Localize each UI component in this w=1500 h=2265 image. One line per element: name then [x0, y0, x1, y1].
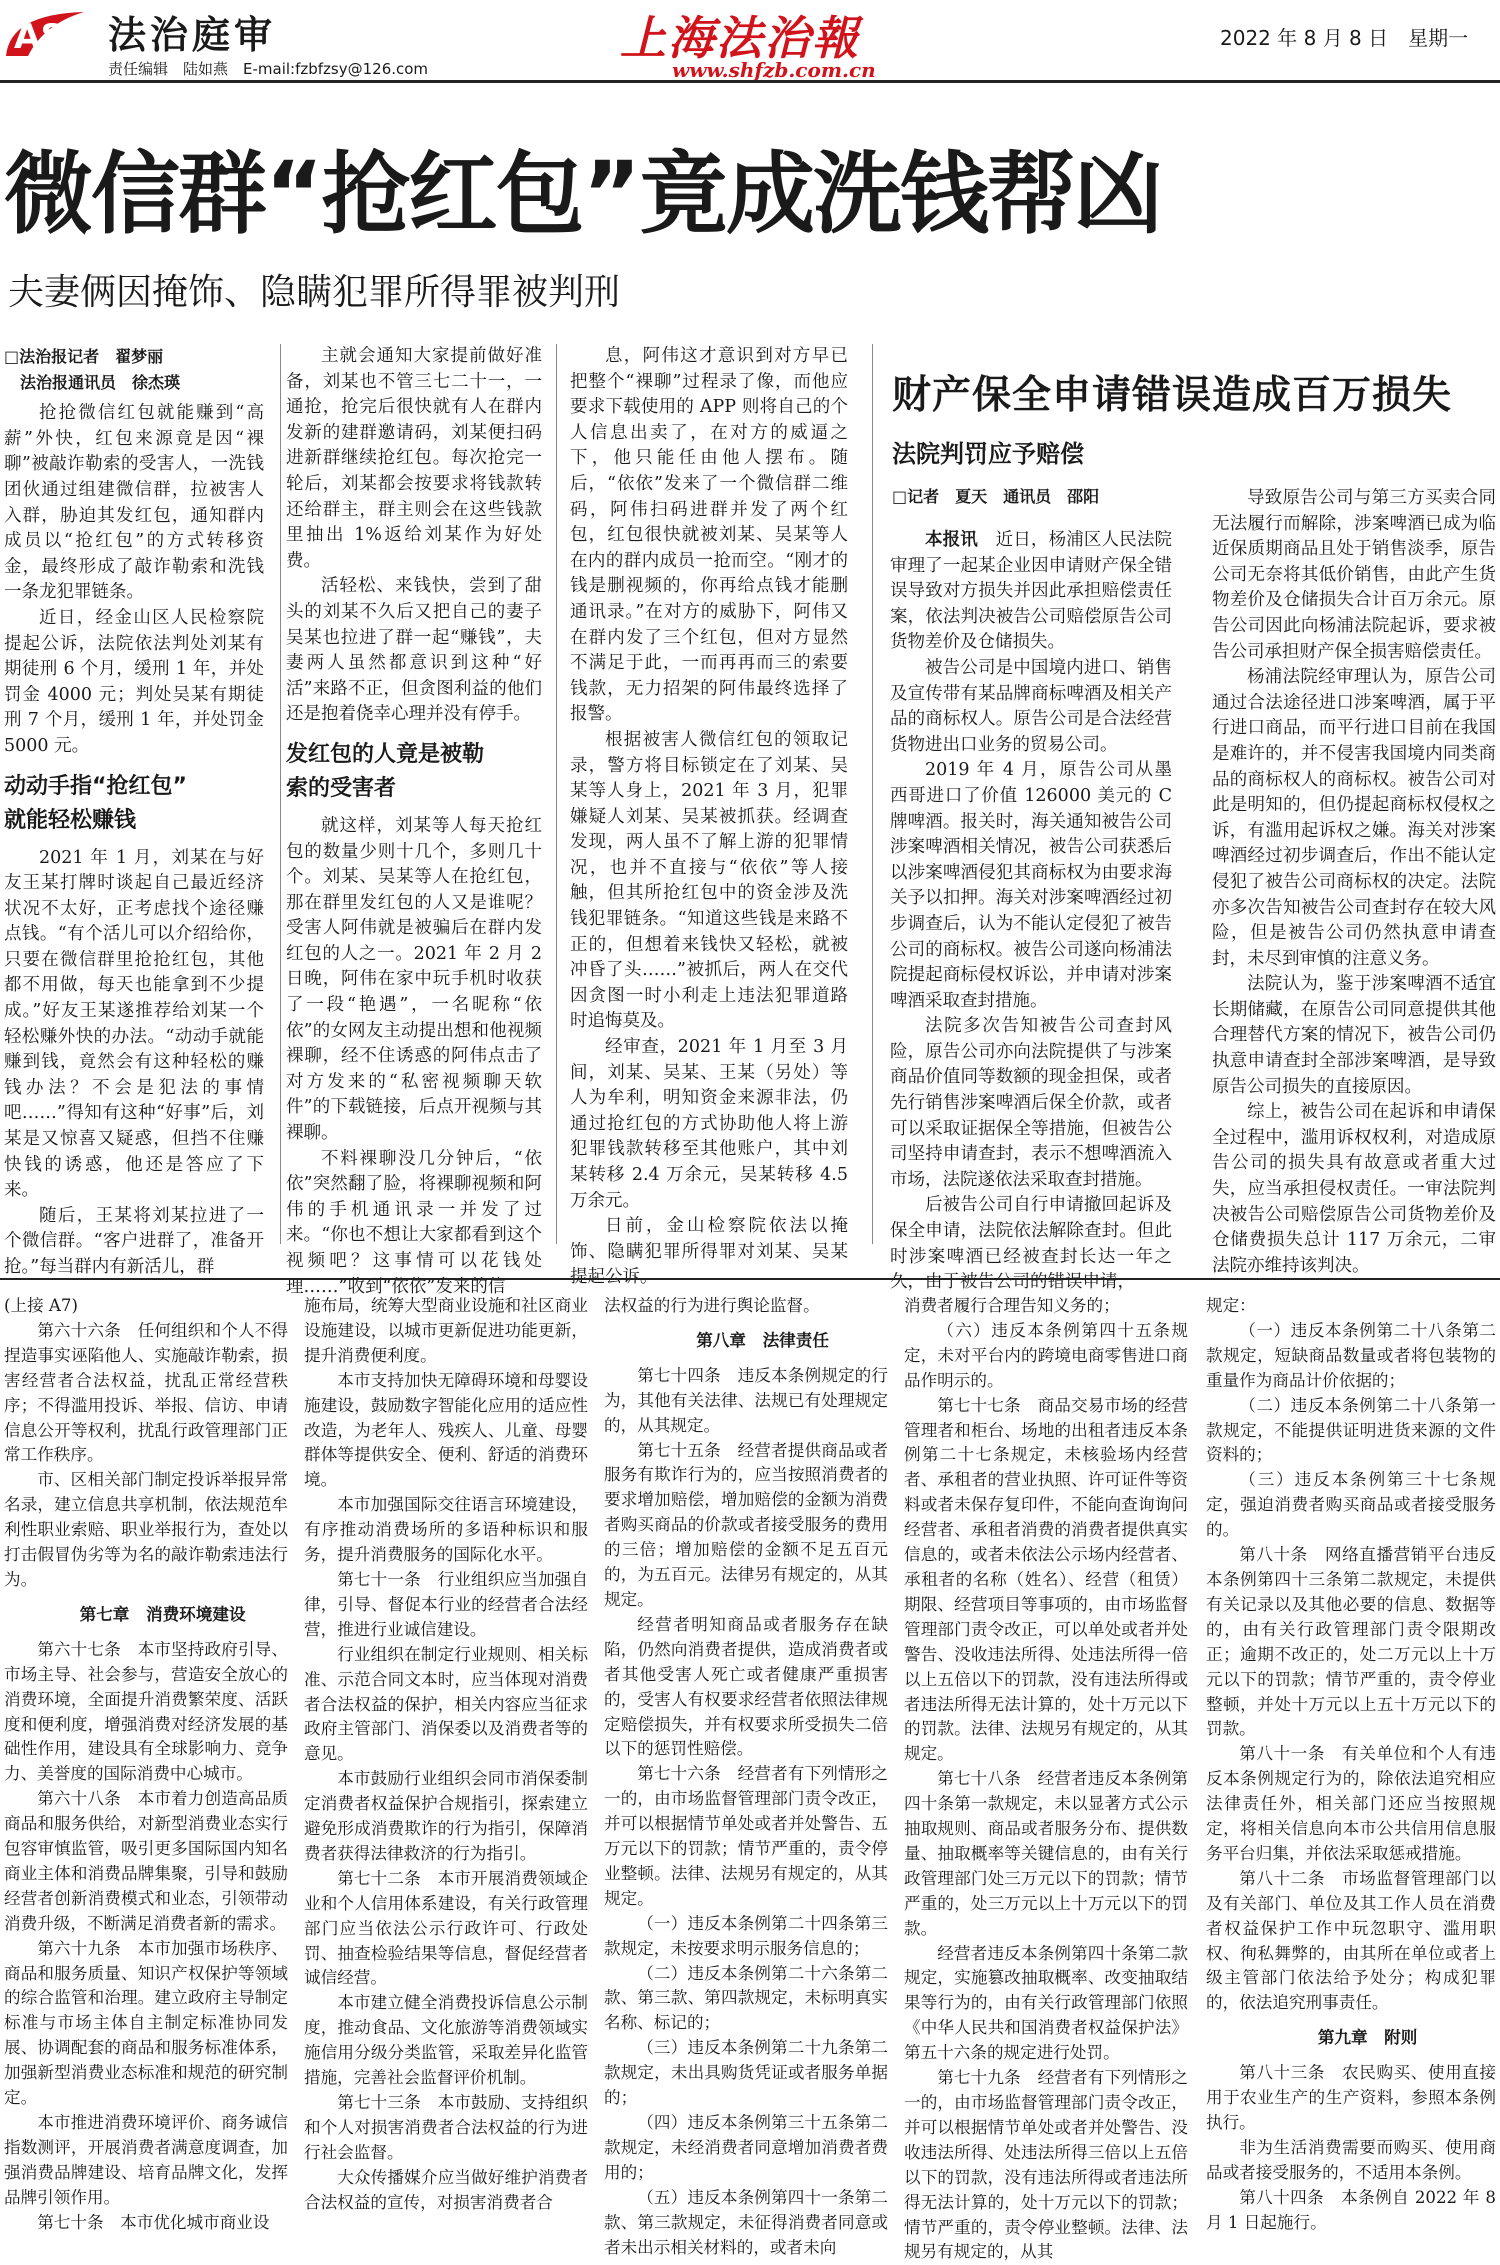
paragraph: 2021 年 1 月，刘某在与好友王某打牌时谈起自己最近经济状况不太好，正考虑找个途径赚点钱。“有个活儿可以介绍给你，只要在微信群里抢抢红包，其他都不用做，每天也能拿到不少提成。”好友王某遂推荐给刘某一个轻松赚外快的办法。“动动手就能赚到钱，竟然会有这种轻松的赚钱办法？不会是犯法的事情吧……”得知有这种“好事”后，刘某是又惊喜又疑惑，但挡不住赚快钱的诱惑，他还是答应了下来。 [4, 847, 264, 1201]
paragraph: （一）违反本条例第二十四条第三款规定，未按要求明示服务信息的； [604, 1913, 888, 1958]
paragraph: （五）违反本条例第四十一条第二款、第三款规定，未征得消费者同意或者未出示相关材料的，或者未向 [604, 2187, 888, 2257]
paragraph: 行业组织在制定行业规则、相关标准、示范合同文本时，应当体现对消费者合法权益的保护，相关内容应当征求政府主管部门、消保委以及消费者等的意见。 [304, 1644, 588, 1764]
paragraph: 本市加强国际交往语言环境建设，有序推动消费场所的多语种标识和服务，提升消费服务的国际化水平。 [304, 1495, 588, 1565]
second-story-title: 财产保全申请错误造成百万损失 [892, 373, 1453, 418]
lead-column-2 [286, 344, 542, 1297]
second-story-lead-paragraph: 本报讯 近日，杨浦区人民法院审理了一起某企业因申请财产保全错误导致对方损失并因此承担赔偿责任案，依法判决被告公司赔偿原告公司货物差价及仓储损失。 [890, 530, 1173, 653]
paragraph: 第八十二条 市场监督管理部门以及有关部门、单位及其工作人员在消费者权益保护工作中玩忽职守、滥用职权、徇私舞弊的，由其所在单位或者上级主管部门依法给予处分；构成犯罪的，依法追究刑事责任。 [1206, 1868, 1496, 2013]
column-divider [556, 344, 557, 1244]
newspaper-url: www.shfzb.com.cn [672, 58, 876, 82]
paragraph: 第六十六条 任何组织和个人不得捏造事实诬陷他人、实施敲诈勒索，损害经营者合法权益，扰乱正常经营秩序；不得滥用投诉、举报、信访、申请信息公开等权利，扰乱行政管理部门正常工作秩序。 [4, 1320, 288, 1465]
paragraph: 杨浦法院经审理认为，原告公司通过合法途径进口涉案啤酒，属于平行进口商品，而平行进口目前在我国是难许的，并不侵害我国境内同类商品的商标权人的商标权。被告公司对此是明知的，但仍提起商标权侵权之诉，有滥用起诉权之嫌。海关对涉案啤酒经过初步调查后，作出不能认定侵犯了被告公司商标权的决定。法院亦多次告知被告公司查封存在较大风险，但是被告公司仍然执意申请查封，未尽到审慎的注意义务。 [1212, 667, 1496, 969]
paragraph: 消费者履行合理告知义务的； [904, 1296, 1120, 1315]
lead-byline-reporter: □法治报记者 翟梦丽 [4, 347, 164, 366]
lead-column-1-body [4, 401, 264, 759]
second-story-subtitle: 法院判罚应予赔偿 [892, 440, 1084, 468]
paragraph: 法权益的行为进行舆论监督。 [604, 1296, 820, 1315]
paragraph: 经审查，2021 年 1 月至 3 月间，刘某、吴某、王某（另处）等人为牟利，明知资金来源非法，仍通过抢红包的方式协助他人将上游犯罪钱款转移至其他账户，其中刘某转移 2.4 万余元，吴某转移 4.5 万余元。 [570, 1037, 848, 1211]
paragraph: 近日，经金山区人民检察院提起公诉，法院依法判处刘某有期徒刑 6 个月，缓刑 1 年，并处罚金 4000 元；判处吴某有期徒刑 7 个月，缓刑 1 年，并处罚金 5000 元。 [4, 607, 264, 756]
paragraph: （三）违反本条例第二十九条第二款规定，未出具购货凭证或者服务单据的； [604, 2038, 888, 2108]
page-number: A8 [14, 17, 64, 57]
paragraph: 活轻松、来钱快，尝到了甜头的刘某不久后又把自己的妻子吴某也拉进了群一起“赚钱”，夫妻两人虽然都意识到这种“好活”来路不正，但贪图利益的他们还是抱着侥幸心理并没有停手。 [286, 576, 542, 725]
masthead-rule [0, 80, 1500, 83]
page-number-badge [4, 6, 86, 58]
regulation-column-4 [904, 1294, 1188, 2262]
newspaper-logo: 上海法治報 [620, 11, 860, 65]
chapter-heading: 第七章 消费环境建设 [79, 1604, 246, 1624]
paragraph: （二）违反本条例第二十八条第一款规定，不能提供证明进货来源的文件资料的； [1206, 1395, 1496, 1465]
paragraph: 法院多次告知被告公司查封风险，原告公司亦向法院提供了与涉案商品价值同等数额的现金担保，或者先行销售涉案啤酒后保全价款，或者可以采取证据保全等措施，但被告公司坚持申请查封，表示不想啤酒流入市场，法院遂依法采取查封措施。 [890, 1016, 1172, 1190]
paragraph: 抢抢微信红包就能赚到“高薪”外快，红包来源竟是因“裸聊”被敲诈勒索的受害人，一洗钱团伙通过组建微信群，拉被害人入群，胁迫其发红包，通知群内成员以“抢红包”的方式转移资金，最终形成了敲诈勒索和洗钱一条龙犯罪链条。 [4, 403, 264, 603]
paragraph: 主就会通知大家提前做好准备，刘某也不管三七二十一，一通抢，抢完后很快就有人在群内发新的建群邀请码，刘某便扫码进新群继续抢红包。每次抢完一轮后，刘某都会按要求将钱款转还给群主，群主则会在这些钱款里抽出 1%返给刘某作为好处费。 [286, 346, 542, 571]
paragraph: 本市鼓励行业组织会同市消保委制定消费者权益保护合规指引，探索建立避免形成消费欺诈的行为指引，保障消费者获得法律救济的行为指引。 [304, 1769, 588, 1863]
paragraph: 后被告公司自行申请撤回起诉及保全申请，法院依法解除查封。但此时涉案啤酒已经被查封长达一年之久，由于被告公司的错误申请， [890, 1195, 1172, 1293]
paragraph: 根据被害人微信红包的领取记录，警方将目标锁定在了刘某、吴某等人身上，2021 年 3 月，犯罪嫌疑人刘某、吴某被抓获。经调查发现，两人虽不了解上游的犯罪情况，也并不直接与“依依”等人接触，但其所抢红包中的资金涉及洗钱犯罪链条。“知道这些钱是来路不正的，但想着来钱快又轻松，就被冲昏了头……”被抓后，两人在交代因贪图一时小利走上违法犯罪道路时追悔莫及。 [570, 729, 848, 1032]
paragraph: 第七十七条 商品交易市场的经营管理者和柜台、场地的出租者违反本条例第二十七条规定，未核验场内经营者、承租者的营业执照、许可证件等资料或者未保存复印件，不能向查询询问经营者、承租者消费的消费者提供真实信息的，或者未依法公示场内经营者、承租者的名称（姓名）、经营（租赁）期限、经营项目等事项的，由市场监督管理部门责令改正，可以单处或者并处警告、没收违法所得、处违法所得一倍以上五倍以下的罚款，没有违法所得或者违法所得无法计算的，处十万元以下的罚款。法律、法规另有规定的，从其规定。 [904, 1395, 1188, 1764]
paragraph: （一）违反本条例第二十八条第二款规定，短缺商品数量或者将包装物的重量作为商品计价依据的； [1206, 1320, 1496, 1390]
paragraph: （六）违反本条例第四十五条规定，未对平台内的跨境电商零售进口商品作明示的。 [904, 1320, 1188, 1390]
paragraph: 第八十四条 本条例自 2022 年 8 月 1 日起施行。 [1206, 2187, 1496, 2232]
second-story-column-2 [1212, 486, 1496, 1276]
lead-column-2-body [286, 344, 542, 728]
paragraph: 第六十八条 本市着力创造高品质商品和服务供给，对新型消费业态实行包容审慎监管，吸引更多国际国内知名商业主体和消费品牌集聚，引导和鼓励经营者创新消费模式和业态，引领带动消费升级，不断满足消费者新的需求。 [4, 1789, 288, 1933]
second-story-byline: □记者 夏天 通讯员 邵阳 [892, 487, 1100, 506]
paragraph: 本市建立健全消费投诉信息公示制度，推动食品、文化旅游等消费领域实施信用分级分类监管，采取差异化监管措施，完善社会监督评价机制。 [304, 1993, 588, 2088]
paragraph: 随后，王某将刘某拉进了一个微信群。“客户进群了，准备开抢。”每当群内有新活儿，群 [4, 1205, 264, 1277]
paragraph: 不料裸聊没几分钟后，“依依”突然翻了脸，将裸聊视频和阿伟的手机通讯录一并发了过来。“你也不想让大家都看到这个视频吧？这事情可以花钱处理……”收到“依依”发来的信 [286, 1148, 542, 1297]
paragraph: 第六十九条 本市加强市场秩序、商品和服务质量、知识产权保护等领域的综合监管和治理。建立政府主导制定标准与市场主体自主制定标准协同发展、协调配套的商品和服务标准体系，加强新型消费业态标准和规范的研究制定。 [4, 1938, 288, 2108]
section-name: 法治庭审 [108, 13, 277, 57]
second-story-column-1-body [890, 656, 1172, 1296]
lead-byline-correspondent: 法治报通讯员 徐杰瑛 [4, 372, 181, 392]
paragraph: 非为生活消费需要而购买、使用商品或者接受服务的，不适用本条例。 [1206, 2137, 1496, 2182]
lead-subhead-1: 动动手指“抢红包” 就能轻松赚钱 [4, 773, 187, 833]
lead-column-2-body-b [286, 814, 542, 1300]
section-rule [0, 1278, 1500, 1280]
lead-column-3-body [570, 344, 848, 1291]
paragraph: （二）违反本条例第二十六条第二款、第三款、第四款规定，未标明真实名称、标记的； [604, 1963, 888, 2033]
paragraph: 导致原告公司与第三方买卖合同无法履行而解除，涉案啤酒已成为临近保质期商品且处于销售淡季，原告公司无奈将其低价销售，由此产生货物差价及仓储损失合计百万余元。原告公司因此向杨浦法院起诉，要求被告公司承担财产保全损害赔偿责任。 [1212, 488, 1496, 662]
paragraph: (上接 A7) [4, 1296, 78, 1315]
paragraph: 第七十条 本市优化城市商业设 [37, 2212, 270, 2232]
paragraph: 经营者违反本条例第四十条第二款规定，实施篡改抽取概率、改变抽取结果等行为的，由有关行政管理部门依照《中华人民共和国消费者权益保护法》第五十六条的规定进行处罚。 [904, 1943, 1188, 2063]
paragraph: 施布局，统筹大型商业设施和社区商业设施建设，以城市更新促进功能更新，提升消费便利度。 [304, 1296, 588, 1365]
lead-column-1 [4, 344, 264, 1277]
lead-column-1-body-b [4, 846, 264, 1281]
regulation-column-5 [1206, 1294, 1496, 2232]
paragraph: 第七十六条 经营者有下列情形之一的，由市场监督管理部门责令改正，并可以根据情节单处或者并处警告、五万元以下的罚款；情节严重的，责令停业整顿。法律、法规另有规定的，从其规定。 [604, 1764, 888, 1908]
regulation-column-2 [304, 1294, 588, 2224]
paragraph: 经营者明知商品或者服务存在缺陷，仍然向消费者提供，造成消费者或者其他受害人死亡或者健康严重损害的，受害人有权要求经营者依照法律规定赔偿损失，并有权要求所受损失二倍以下的惩罚性赔偿。 [604, 1614, 888, 1759]
paragraph: 第七十三条 本市鼓励、支持组织和个人对损害消费者合法权益的行为进行社会监督。 [304, 2093, 588, 2162]
second-story-column-1 [890, 528, 1173, 1293]
paragraph: 被告公司是中国境内进口、销售及宣传带有某品牌商标啤酒及相关产品的商标权人。原告公司是合法经营货物进出口业务的贸易公司。 [890, 657, 1172, 755]
column-divider [872, 344, 873, 1244]
column-divider [280, 344, 281, 1244]
paragraph: 第八十一条 有关单位和个人有违反本条例规定行为的，除依法追究相应法律责任外，相关部门还应当按照规定，将相关信息向本市公共信用信息服务平台归集，并依法采取惩戒措施。 [1206, 1744, 1496, 1863]
regulation-column-3 [604, 1294, 888, 2257]
paragraph: 规定： [1206, 1296, 1256, 1315]
paragraph: 就这样，刘某等人每天抢红包的数量少则十几个，多则几十个。刘某、吴某等人在抢红包，那在群里发红包的人又是谁呢？受害人阿伟就是被骗后在群内发红包的人之一。2021 年 2 月 2 日晚，阿伟在家中玩手机时收获了一段“艳遇”，一名昵称“依依”的女网友主动提出想和他视频裸聊，经不住诱惑的阿伟点击了对方发来的“私密视频聊天软件”的下载链接，后点开视频与其裸聊。 [286, 815, 542, 1144]
paragraph: 大众传播媒介应当做好维护消费者合法权益的宣传，对损害消费者合 [304, 2167, 588, 2212]
paragraph: 法院认为，鉴于涉案啤酒不适宜长期储藏，在原告公司同意提供其他合理替代方案的情况下，被告公司仍执意申请查封全部涉案啤酒，是导致原告公司损失的直接原因。 [1212, 974, 1496, 1097]
paragraph: 第六十七条 本市坚持政府引导、市场主导、社会参与，营造安全放心的消费环境，全面提升消费繁荣度、活跃度和便利度，增强消费对经济发展的基础性作用，建设具有全球影响力、竞争力、美誉度的国际消费中心城市。 [4, 1639, 288, 1784]
paragraph: 第七十八条 经营者违反本条例第四十条第一款规定，未以显著方式公示抽取规则、商品或者服务分布、提供数量、抽取概率等关键信息的，由有关行政管理部门处三万元以下的罚款；情节严重的，处三万元以上十万元以下的罚款。 [904, 1769, 1188, 1938]
paragraph: （三）违反本条例第三十七条规定，强迫消费者购买商品或者接受服务的。 [1206, 1470, 1496, 1540]
dateline-label: 本报讯 [925, 530, 978, 550]
paragraph: 第七十二条 本市开展消费领域企业和个人信用体系建设，有关行政管理部门应当依法公示行政许可、行政处罚、抽查检验结果等信息，督促经营者诚信经营。 [304, 1868, 588, 1988]
paragraph: 息，阿伟这才意识到对方早已把整个“裸聊”过程录了像，而他应要求下载使用的 APP 则将自己的个人信息出卖了，在对方的威逼之下，他只能任由他人摆布。随后，“依依”发来了一个微信群二维码，阿伟扫码进群并发了两个红包，红包很快就被刘某、吴某等人在内的群内成员一抢而空。“刚才的钱是删视频的，你再给点钱才能删通讯录。”在对方的威胁下，阿伟又在群内发了三个红包，但对方显然不满足于此，一而再再而三的索要钱款，无力招架的阿伟最终选择了报警。 [570, 346, 848, 725]
lead-subheadline: 夫妻俩因掩饰、隐瞒犯罪所得罪被判刑 [8, 272, 621, 313]
paragraph: 第七十五条 经营者提供商品或者服务有欺诈行为的，应当按照消费者的要求增加赔偿，增加赔偿的金额为消费者购买商品的价款或者接受服务的费用的三倍；增加赔偿的金额不足五百元的，为五百元。法律另有规定的，从其规定。 [604, 1440, 888, 1609]
chapter-heading: 第八章 法律责任 [696, 1330, 829, 1350]
lead-column-3 [570, 344, 848, 1288]
paragraph: 本市推进消费环境评价、商务诚信指数测评，开展消费者满意度调查，加强消费品牌建设、培育品牌文化，发挥品牌引领作用。 [4, 2113, 288, 2207]
paragraph: 第八十三条 农民购买、使用直接用于农业生产的生产资料，参照本条例执行。 [1206, 2063, 1496, 2132]
paragraph: 第七十一条 行业组织应当加强自律，引导、督促本行业的经营者合法经营，推进行业诚信建设。 [304, 1569, 588, 1639]
paragraph: 第八十条 网络直播营销平台违反本条例第四十三条第二款规定，未提供有关记录以及其他必要的信息、数据等的，由有关行政管理部门责令限期改正；逾期不改正的，处二万元以上十万元以下的罚款；情节严重的，责令停业整顿，并处十万元以上五十万元以下的罚款。 [1206, 1545, 1496, 1739]
chapter-heading: 第九章 附则 [1317, 2028, 1418, 2048]
paragraph: 第七十九条 经营者有下列情形之一的，由市场监督管理部门责令改正，并可以根据情节单处或者并处警告、没收违法所得、处违法所得三倍以上五倍以下的罚款，没有违法所得或者违法所得无法计算的，处十万元以下的罚款；情节严重的，责令停业整顿。法律、法规另有规定的，从其 [904, 2068, 1188, 2262]
paragraph: 2019 年 4 月，原告公司从墨西哥进口了价值 126000 美元的 C 牌啤酒。报关时，海关通知被告公司涉案啤酒相关情况，被告公司获悉后以涉案啤酒侵犯其商标权为由要求海关予以扣押。海关对涉案啤酒经过初步调查后，认为不能认定侵犯了被告公司的商标权。被告公司遂向杨浦法院提起商标侵权诉讼，并申请对涉案啤酒采取查封措施。 [890, 760, 1172, 1011]
paragraph: 综上，被告公司在起诉和申请保全过程中，滥用诉权权利，对造成原告公司的损失具有故意或者重大过失，应当承担侵权责任。一审法院判决被告公司赔偿原告公司货物差价及仓储费损失总计 117 万余元，二审法院亦维持该判决。 [1212, 1102, 1496, 1276]
regulation-column-1 [4, 1294, 288, 2232]
lead-subhead-2: 发红包的人竟是被勒 索的受害者 [286, 741, 485, 801]
lead-headline: 微信群“抢红包”竟成洗钱帮凶 [4, 142, 1161, 246]
second-story-column-2-body [1212, 486, 1496, 1279]
paragraph: 本市支持加快无障碍环境和母婴设施建设，鼓励数字智能化应用的适应性改造，为老年人、残疾人、儿童、母婴群体等提供安全、便利、舒适的消费环境。 [304, 1370, 588, 1490]
paragraph: 市、区相关部门制定投诉举报异常名录，建立信息共享机制，依法规范牟利性职业索赔、职业举报行为，查处以打击假冒伪劣等为名的敲诈勒索违法行为。 [4, 1470, 288, 1589]
paragraph: （四）违反本条例第三十五条第二款规定，未经消费者同意增加消费者费用的； [604, 2113, 888, 2182]
paragraph: 第七十四条 违反本条例规定的行为，其他有关法律、法规已有处理规定的，从其规定。 [604, 1365, 888, 1435]
issue-date: 2022 年 8 月 8 日 星期一 [1220, 26, 1469, 50]
paragraph: 日前，金山检察院依法以掩饰、隐瞒犯罪所得罪对刘某、吴某提起公诉。 [570, 1216, 848, 1288]
editor-info: 责任编辑 陆如燕 E-mail:fzbfzsy@126.com [108, 60, 429, 78]
